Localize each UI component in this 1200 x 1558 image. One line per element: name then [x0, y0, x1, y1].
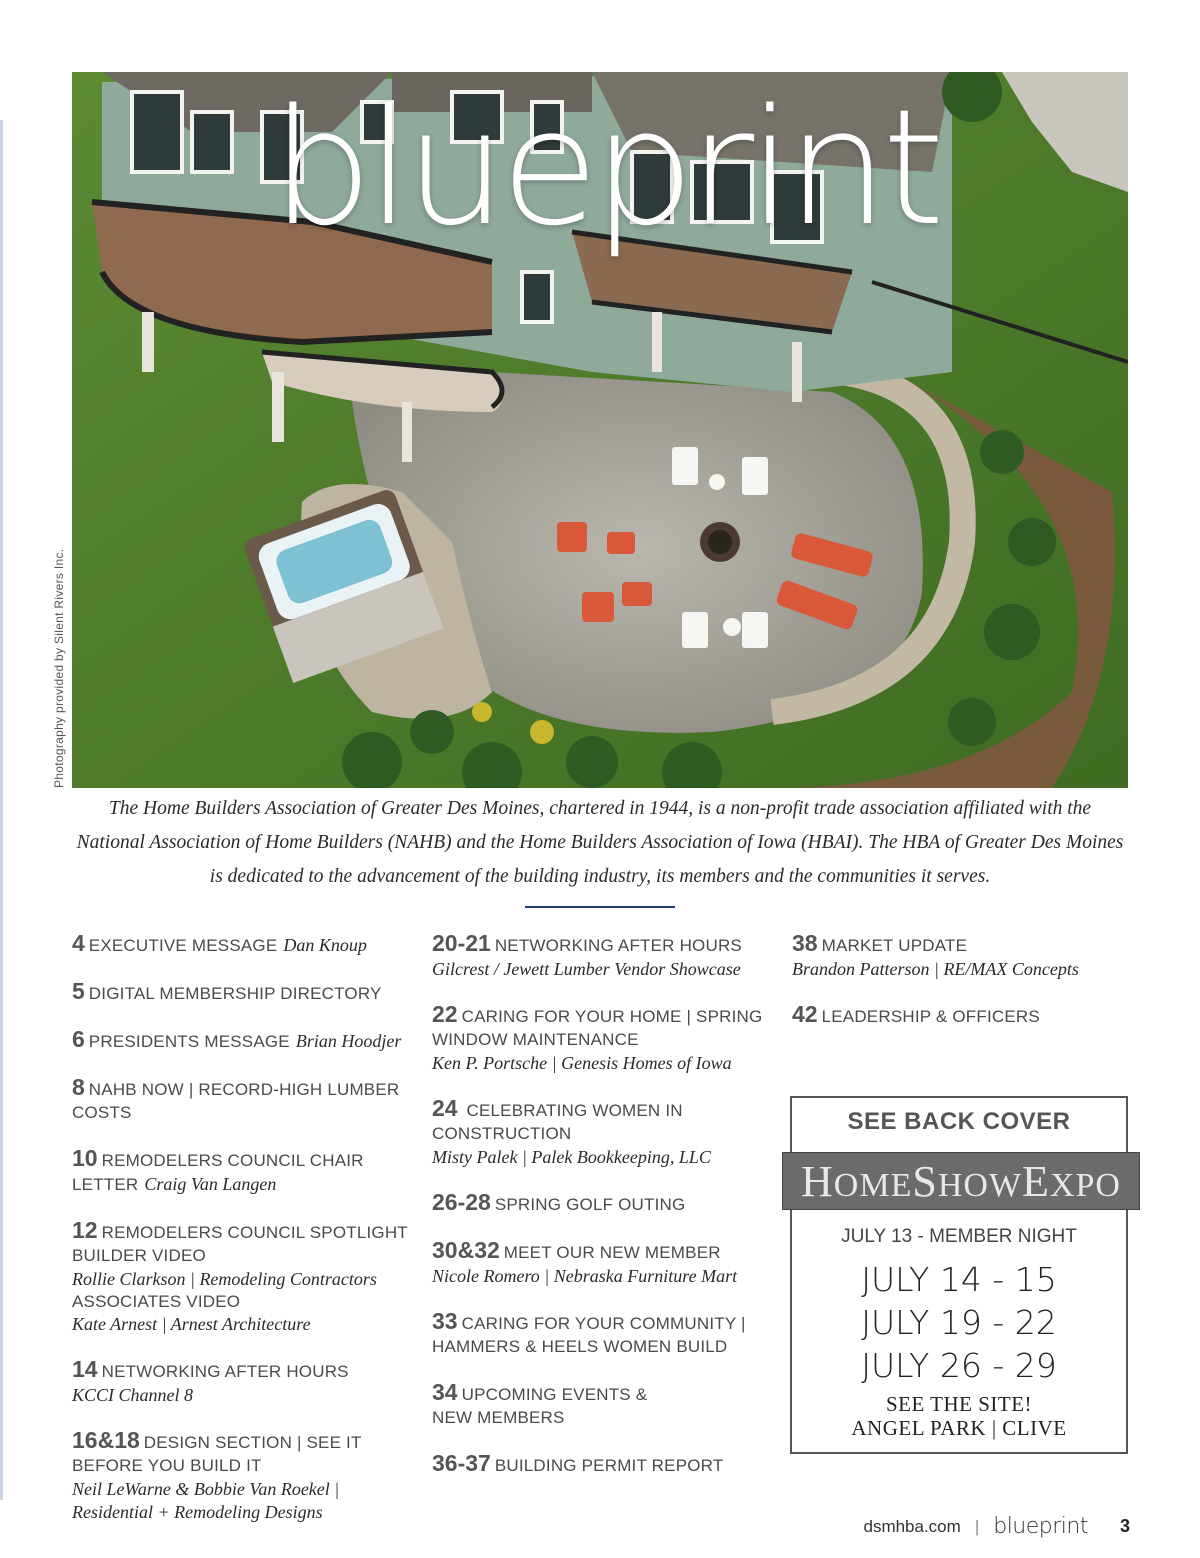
toc-page-number: 33 [432, 1308, 458, 1334]
toc-author: Gilcrest / Jewett Lumber Vendor Showcase [432, 959, 741, 979]
site-location [792, 1392, 1126, 1440]
toc-entry-title-line [72, 932, 412, 958]
toc-page-number: 12 [72, 1217, 98, 1243]
logo-letters: OME [833, 1167, 913, 1204]
toc-entry-title-line [792, 932, 1128, 958]
toc-page-number: 34 [432, 1379, 458, 1405]
toc-entry-title-line [792, 1003, 1128, 1029]
see-back-cover-label: SEE BACK COVER [847, 1108, 1071, 1135]
toc-page-number: 14 [72, 1356, 98, 1382]
home-show-expo-promo [790, 1096, 1128, 1454]
mission-line: is dedicated to the advancement of the building industry, its members and the communities it serves. [209, 866, 991, 887]
toc-title-text: ASSOCIATES VIDEO [72, 1292, 241, 1311]
toc-author: Neil LeWarne & Bobbie Van Roekel | [72, 1479, 340, 1499]
toc-entry[interactable] [432, 1452, 772, 1478]
photo-credit: Photography provided by Silent Rivers Inc. [52, 548, 66, 788]
toc-page-number: 8 [72, 1074, 85, 1100]
toc-entry-title-line [72, 1245, 412, 1268]
toc-title-text: LETTER [72, 1175, 139, 1194]
toc-entry[interactable] [432, 1191, 772, 1217]
page-footer [863, 1514, 1130, 1539]
toc-title-text: UPCOMING EVENTS & [461, 1385, 648, 1404]
toc-entry-title-line [432, 1407, 772, 1430]
page-number: 3 [1119, 1516, 1130, 1536]
toc-entry-title-line [432, 1381, 772, 1407]
toc-title-text: CONSTRUCTION [432, 1124, 572, 1143]
section-divider [525, 906, 675, 908]
toc-title-text: NETWORKING AFTER HOURS [494, 936, 742, 955]
toc-entry[interactable] [792, 932, 1128, 981]
see-the-site: SEE THE SITE! [885, 1392, 1033, 1416]
toc-entry-title-line [72, 1076, 412, 1102]
toc-entry-title-line [72, 1358, 412, 1384]
logo-letter: H [801, 1157, 834, 1206]
toc-entry-title-line [432, 1029, 772, 1052]
toc-title-text: BEFORE YOU BUILD IT [72, 1456, 262, 1475]
toc-author: Nicole Romero | Nebraska Furniture Mart [432, 1266, 738, 1286]
toc-author: Brandon Patterson | RE/MAX Concepts [792, 959, 1079, 979]
toc-entry[interactable] [72, 1219, 412, 1336]
toc-title-text: BUILDING PERMIT REPORT [494, 1456, 724, 1475]
toc-title-text: NETWORKING AFTER HOURS [101, 1362, 349, 1381]
logo-letter: E [1022, 1157, 1050, 1206]
toc-title-text: LEADERSHIP & OFFICERS [821, 1007, 1040, 1026]
toc-title-text: MARKET UPDATE [821, 936, 968, 955]
toc-page-number: 10 [72, 1145, 98, 1171]
toc-author: Brian Hoodjer [295, 1031, 402, 1051]
toc-page-number: 20-21 [432, 930, 491, 956]
footer-brand: blueprint [993, 1514, 1088, 1539]
toc-entry[interactable] [432, 932, 772, 981]
toc-title-text: HAMMERS & HEELS WOMEN BUILD [432, 1337, 728, 1356]
toc-page-number: 5 [72, 978, 85, 1004]
toc-column-2 [432, 932, 772, 1500]
toc-page-number: 16&18 [72, 1427, 140, 1453]
toc-column-1 [72, 932, 412, 1546]
toc-title-text: DIGITAL MEMBERSHIP DIRECTORY [88, 984, 382, 1003]
toc-entry[interactable] [72, 1028, 412, 1054]
toc-author: Kate Arnest | Arnest Architecture [72, 1314, 311, 1334]
toc-title-text: CARING FOR YOUR COMMUNITY | [461, 1314, 746, 1333]
toc-entry[interactable] [432, 1003, 772, 1075]
logo-letters: HOW [937, 1167, 1023, 1204]
toc-entry-title-line [432, 1003, 772, 1029]
masthead-title: blueprint [271, 74, 939, 261]
toc-author: Rollie Clarkson | Remodeling Contractors [72, 1269, 377, 1289]
toc-title-text: CELEBRATING WOMEN IN [461, 1101, 683, 1120]
toc-title-text: WINDOW MAINTENANCE [432, 1030, 639, 1049]
toc-entry[interactable] [72, 1076, 412, 1125]
toc-entry[interactable] [72, 1147, 412, 1197]
toc-title-text: SPRING GOLF OUTING [494, 1195, 686, 1214]
location: ANGEL PARK | CLIVE [851, 1416, 1067, 1440]
mission-line: The Home Builders Association of Greater Des Moines, chartered in 1944, is a non-profit trade association affiliated with the [108, 798, 1092, 819]
member-night-date: JULY 13 - MEMBER NIGHT [841, 1226, 1077, 1247]
toc-entry-title-line [72, 1429, 412, 1455]
toc-title-text: COSTS [72, 1103, 132, 1122]
toc-title-text: BUILDER VIDEO [72, 1246, 206, 1265]
toc-title-text: REMODELERS COUNCIL SPOTLIGHT [101, 1223, 408, 1242]
show-date: JULY 14 - 15 [861, 1260, 1057, 1299]
toc-title-text: NAHB NOW | RECORD-HIGH LUMBER [88, 1080, 400, 1099]
toc-entry-title-line [72, 1219, 412, 1245]
toc-entry[interactable] [72, 1358, 412, 1407]
toc-entry-title-line [432, 1191, 772, 1217]
toc-author: Craig Van Langen [144, 1174, 277, 1194]
show-date: JULY 26 - 29 [861, 1346, 1057, 1385]
toc-entry[interactable] [432, 1097, 772, 1169]
mission-statement [60, 792, 1140, 894]
mission-line: National Association of Home Builders (NAHB) and the Home Builders Association of Iowa (HBAI). The HBA of Greater Des Moines [76, 832, 1124, 853]
toc-title-text: PRESIDENTS MESSAGE [88, 1032, 290, 1051]
toc-entry[interactable] [72, 1429, 412, 1524]
toc-page-number: 30&32 [432, 1237, 500, 1263]
toc-entry-title-line [432, 932, 772, 958]
toc-title-text: EXECUTIVE MESSAGE [88, 936, 278, 955]
toc-entry[interactable] [792, 1003, 1128, 1029]
toc-page-number: 38 [792, 930, 818, 956]
toc-page-number: 24 [432, 1095, 458, 1121]
toc-entry-title-line [432, 1336, 772, 1359]
toc-entry[interactable] [72, 980, 412, 1006]
toc-entry-title-line [432, 1239, 772, 1265]
logo-letters: XPO [1049, 1167, 1121, 1204]
toc-entry-title-line [72, 1028, 412, 1054]
toc-title-text: NEW MEMBERS [432, 1408, 565, 1427]
toc-page-number: 26-28 [432, 1189, 491, 1215]
show-date: JULY 19 - 22 [861, 1303, 1057, 1342]
toc-page-number: 22 [432, 1001, 458, 1027]
toc-page-number: 42 [792, 1001, 818, 1027]
toc-author: Dan Knoup [283, 935, 367, 955]
toc-entry[interactable] [432, 1239, 772, 1288]
toc-page-number: 6 [72, 1026, 85, 1052]
toc-author: KCCI Channel 8 [72, 1385, 194, 1405]
toc-title-text: CARING FOR YOUR HOME | SPRING [461, 1007, 763, 1026]
toc-entry[interactable] [72, 932, 412, 958]
toc-entry-title-line [72, 1147, 412, 1173]
toc-entry-title-line [72, 1102, 412, 1125]
toc-entry-title-line [432, 1097, 772, 1123]
toc-author: Residential + Remodeling Designs [72, 1502, 323, 1522]
toc-title-text: DESIGN SECTION | SEE IT [143, 1433, 362, 1452]
logo-letter: S [912, 1157, 938, 1206]
toc-entry-title-line [72, 1173, 412, 1197]
toc-author: Misty Palek | Palek Bookkeeping, LLC [432, 1147, 711, 1167]
left-edge-rule [0, 120, 3, 1500]
footer-url[interactable]: dsmhba.com [863, 1516, 961, 1536]
toc-entry-title-line [432, 1452, 772, 1478]
toc-entry-title-line [432, 1310, 772, 1336]
toc-title-text: MEET OUR NEW MEMBER [503, 1243, 721, 1262]
footer-separator: | [974, 1516, 980, 1536]
toc-title-text: REMODELERS COUNCIL CHAIR [101, 1151, 364, 1170]
toc-author: Ken P. Portsche | Genesis Homes of Iowa [432, 1053, 732, 1073]
toc-page-number: 4 [72, 930, 85, 956]
toc-entry[interactable] [432, 1310, 772, 1359]
toc-entry-title-line [72, 980, 412, 1006]
toc-entry-title-line [432, 1123, 772, 1146]
show-dates [792, 1258, 1126, 1387]
home-show-expo-logo [782, 1152, 1140, 1210]
toc-column-3 [792, 932, 1128, 1051]
toc-page-number: 36-37 [432, 1450, 491, 1476]
toc-entry-title-line [72, 1455, 412, 1478]
toc-entry[interactable] [432, 1381, 772, 1430]
